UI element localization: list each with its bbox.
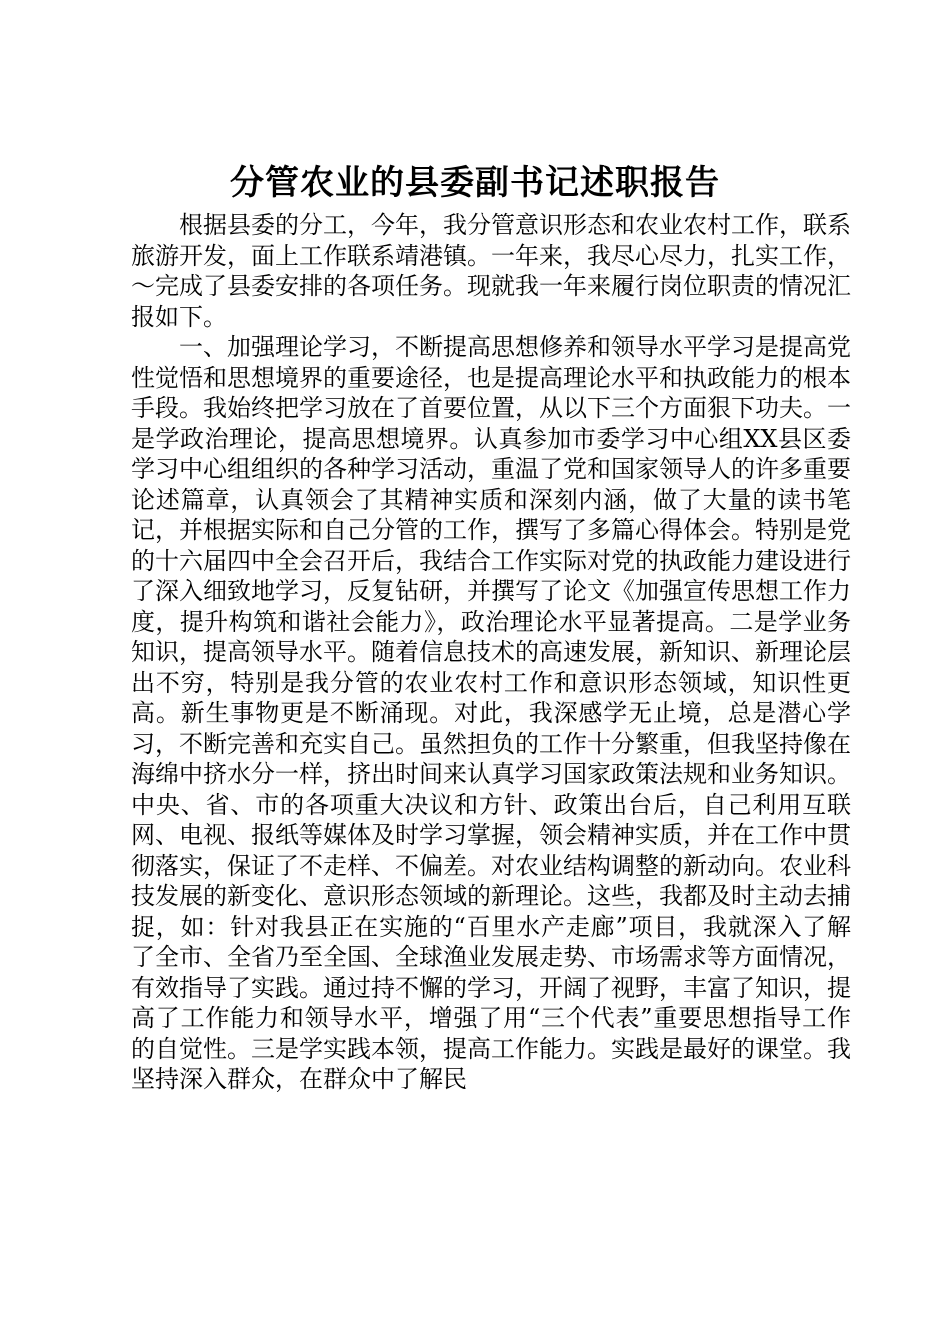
document-body <box>131 210 851 1095</box>
document-title: 分管农业的县委副书记述职报告 <box>230 163 720 203</box>
paragraph-intro: 根据县委的分工，今年，我分管意识形态和农业农村工作，联系旅游开发，面上工作联系靖港镇。一年来，我尽心尽力，扎实工作，～完成了县委安排的各项任务。现就我一年来履行岗位职责的情况汇报如下。 <box>131 211 851 331</box>
paragraph-section-one: 一、加强理论学习，不断提高思想修养和领导水平学习是提高党性觉悟和思想境界的重要途径，也是提高理论水平和执政能力的根本手段。我始终把学习放在了首要位置，从以下三个方面狠下功夫。一是学政治理论，提高思想境界。认真参加市委学习中心组XX县区委学习中心组组织的各种学习活动，重温了党和国家领导人的许多重要论述篇章，认真领会了其精神实质和深刻内涵，做了大量的读书笔记，并根据实际和自己分管的工作，撰写了多篇心得体会。特别是党的十六届四中全会召开后，我结合工作实际对党的执政能力建设进行了深入细致地学习，反复钻研，并撰写了论文《加强宣传思想工作力度，提升构筑和谐社会能力》，政治理论水平显著提高。二是学业务知识，提高领导水平。随着信息技术的高速发展，新知识、新理论层出不穷，特别是我分管的农业农村工作和意识形态领域，知识性更高。新生事物更是不断涌现。对此，我深感学无止境，总是潜心学习，不断完善和充实自己。虽然担负的工作十分繁重，但我坚持像在海绵中挤水分一样，挤出时间来认真学习国家政策法规和业务知识。中央、省、市的各项重大决议和方针、政策出台后，自己利用互联网、电视、报纸等媒体及时学习掌握，领会精神实质，并在工作中贯彻落实，保证了不走样、不偏差。对农业结构调整的新动向。农业科技发展的新变化、意识形态领域的新理论。这些，我都及时主动去捕捉，如：针对我县正在实施的“百里水产走廊”项目，我就深入了解了全市、全省乃至全国、全球渔业发展走势、市场需求等方面情况，有效指导了实践。通过持不懈的学习，开阔了视野，丰富了知识，提高了工作能力和领导水平，增强了用“三个代表”重要思想指导工作的自觉性。三是学实践本领，提高工作能力。实践是最好的课堂。我坚持深入群众，在群众中了解民 <box>131 333 851 1093</box>
